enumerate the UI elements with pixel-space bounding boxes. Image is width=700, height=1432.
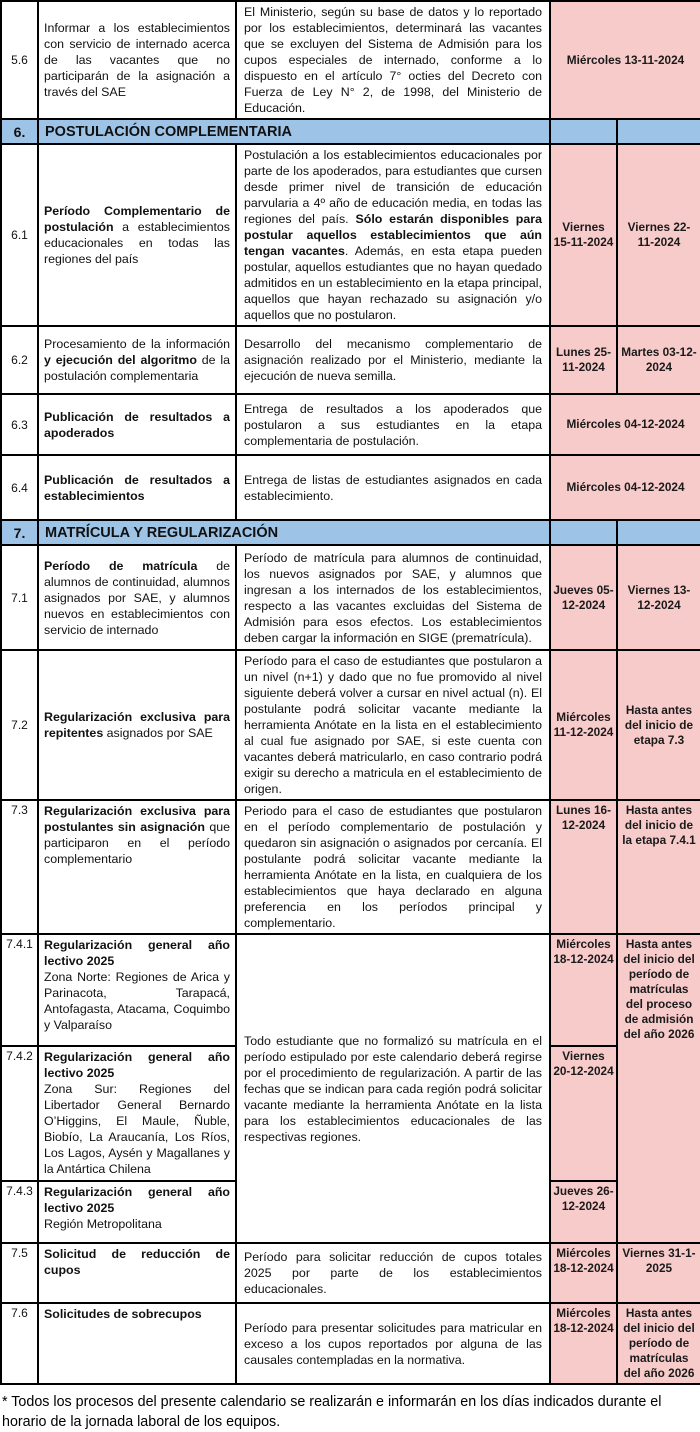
activity-cell [38, 1046, 236, 1181]
activity-cell [38, 394, 236, 455]
description-cell [236, 1243, 550, 1303]
section-header-row-6 [1, 119, 700, 144]
description-text: Entrega de listas de estudiantes asignados en cada establecimiento. [244, 472, 542, 503]
date-cell-merged [550, 394, 700, 455]
section-empty-cell [550, 520, 617, 545]
description-cell [236, 326, 550, 394]
date-text: Hasta antes del inicio del período de matrículas del proceso de admisión del año 2026 [623, 937, 695, 1041]
date-start-cell [550, 934, 617, 1046]
date-cell-merged [550, 1, 700, 119]
activity-text: Informar a los establecimientos con servicio de internado acerca de las vacantes que no participarán de la asignación a través del SAE [44, 21, 230, 99]
date-start-cell [550, 144, 617, 326]
description-text: Postulación a los establecimientos educacionales por parte de los apoderados, para estudiantes que cursen desde primer nivel de transición de educación parvularia a 4º año de educación media, en todas las regiones del país. [244, 148, 542, 226]
date-text: Miércoles 04-12-2024 [566, 417, 685, 431]
section-empty-cell [550, 119, 617, 144]
table-row-7-6 [1, 1303, 700, 1384]
table-row-7-2 [1, 650, 700, 800]
activity-text: a establecimientos educacionales en todas las regiones del país [44, 220, 230, 266]
activity-cell [38, 1, 236, 119]
date-start-cell [550, 1243, 617, 1303]
description-text: Todo estudiante que no formalizó su matrícula en el período estipulado por este calendario deberá regirse por el procedimiento de regularización. A partir de las fechas que se indican para cada región podrá solicitar vacante mediante la herramienta Anótate en la lista para los establecimientos educacionales de las respectivas regiones. [244, 1033, 542, 1144]
row-number: 7.4.2 [1, 1046, 38, 1181]
description-text: Periodo para el caso de estudiantes que postularon en el período complementario de postulación y quedaron sin asignación o asignados por cercanía. El postulante podrá solicitar vacante mediante la herramienta Anótate en la lista, en cualquiera de los establecimientos que haya declarado en alguna preferencia en los períodos principal y complementario. [244, 804, 542, 930]
activity-cell [38, 326, 236, 394]
date-end-cell [617, 545, 700, 650]
footnote: * Todos los procesos del presente calendario se realizarán e informarán en los días indicados durante el horario de la jornada laboral de los equipos. [2, 1394, 662, 1431]
row-number: 6.4 [1, 455, 38, 520]
description-text: Período para el caso de estudiantes que postularon a un nivel (n+1) y dado que no fue promovido al nivel siguiente deberá volver a cursar en nivel actual (n). El postulante podrá solicitar vacante mediante la herramienta Anótate en la lista en el establecimiento al cual fue asignado por SAE, si este cuenta con vacantes deberá matricularlo, en caso contrario podrá exigir su derecho a matricula en el establecimiento de origen. [244, 654, 542, 796]
table-row-7-4-1 [1, 934, 700, 1046]
description-cell [236, 545, 550, 650]
activity-text: Región Metropolitana [44, 1217, 162, 1231]
description-cell-merged [236, 934, 550, 1243]
section-empty-cell [617, 119, 700, 144]
date-text: Viernes 15-11-2024 [553, 220, 614, 249]
date-text: Martes 03-12-2024 [621, 345, 697, 374]
description-text: Entrega de resultados a los apoderados que postularon a sus estudiantes en la etapa complementaria de postulación. [244, 401, 542, 448]
section-number: 6. [1, 119, 38, 144]
date-start-cell [550, 1046, 617, 1181]
date-text: Jueves 05-12-2024 [553, 582, 614, 612]
row-number: 7.5 [1, 1243, 38, 1303]
date-end-cell [617, 144, 700, 326]
date-end-cell-merged [617, 934, 700, 1243]
activity-cell [38, 1303, 236, 1384]
date-text: Viernes 31-1-2025 [622, 1246, 696, 1275]
row-number: 7.1 [1, 545, 38, 650]
activity-cell [38, 144, 236, 326]
date-text: Hasta antes del inicio de la etapa 7.4.1 [622, 803, 696, 847]
section-title: POSTULACIÓN COMPLEMENTARIA [38, 119, 550, 144]
activity-text: Zona Norte: Regiones de Arica y Parinacota, Tarapacá, Antofagasta, Atacama, Coquimbo y Valparaíso [44, 970, 230, 1032]
activity-cell [38, 800, 236, 934]
description-cell [236, 455, 550, 520]
description-text: . Además, en esta etapa pueden postular, aquellos estudiantes que no hayan quedado admitidos en un establecimiento en la etapa principal, aquellos que hayan rechazado su asignación y/o aquellos que no postularon. [244, 244, 542, 322]
description-cell [236, 144, 550, 326]
description-cell [236, 1303, 550, 1384]
date-text: Viernes 20-12-2024 [553, 1049, 614, 1078]
activity-text: de alumnos de continuidad, alumnos asignados por SAE, y alumnos nuevos en establecimientos con servicio de internado [44, 558, 230, 637]
description-text: Desarrollo del mecanismo complementario de asignación realizado por el Ministerio, mediante la ejecución de nueva semilla. [244, 337, 542, 383]
date-start-cell [550, 1303, 617, 1384]
activity-text: de la postulación complementaria [44, 353, 230, 383]
table-row-6-2 [1, 326, 700, 394]
date-text: Lunes 16-12-2024 [555, 803, 612, 832]
table-row-7-1 [1, 545, 700, 650]
activity-text-bold: Solicitudes de sobrecupos [44, 1307, 202, 1321]
date-start-cell [550, 1181, 617, 1243]
date-text: Lunes 25-11-2024 [555, 345, 612, 374]
description-text: Período para solicitar reducción de cupos totales 2025 por parte de los establecimientos educacionales. [244, 1250, 542, 1296]
date-end-cell [617, 1303, 700, 1384]
activity-text-bold: Solicitud de reducción de cupos [44, 1247, 230, 1277]
date-text: Viernes 22-11-2024 [627, 220, 691, 249]
activity-text-bold: Publicación de resultados a apoderados [44, 409, 230, 440]
activity-text-bold: y ejecución del algoritmo [44, 353, 197, 367]
activity-text-bold: Período Complementario de postulación [44, 204, 230, 234]
activity-cell [38, 1181, 236, 1243]
section-title: MATRÍCULA Y REGULARIZACIÓN [38, 520, 550, 545]
description-cell [236, 1, 550, 119]
table-row-5-6 [1, 1, 700, 119]
activity-text-bold: Regularización general año lectivo 2025 [44, 938, 230, 968]
date-text: Miércoles 13-11-2024 [566, 52, 685, 67]
activity-cell [38, 650, 236, 800]
date-start-cell [550, 800, 617, 934]
activity-text-bold: Regularización general año lectivo 2025 [44, 1050, 230, 1080]
date-end-cell [617, 650, 700, 800]
description-cell [236, 800, 550, 934]
date-text: Jueves 26-12-2024 [553, 1184, 614, 1213]
table-row-6-1 [1, 144, 700, 326]
date-start-cell [550, 545, 617, 650]
activity-text-bold: Publicación de resultados a establecimientos [44, 472, 230, 503]
row-number: 7.4.1 [1, 934, 38, 1046]
date-cell-merged [550, 455, 700, 520]
description-text-bold: Sólo estarán disponibles para postular aquellos establecimientos que aún tengan vacantes [244, 212, 542, 258]
table-row-6-4 [1, 455, 700, 520]
date-end-cell [617, 326, 700, 394]
activity-text-bold: Regularización general año lectivo 2025 [44, 1185, 230, 1215]
section-empty-cell [617, 520, 700, 545]
row-number: 5.6 [1, 1, 38, 119]
date-text: Hasta antes del inicio del período de matrículas del año 2026 [623, 1306, 695, 1380]
date-end-cell [617, 800, 700, 934]
activity-text: que participaron en el período complementario [44, 820, 230, 866]
activity-cell [38, 1243, 236, 1303]
activity-text-bold: Regularización exclusiva para repitentes [44, 710, 230, 740]
date-text: Miércoles 18-12-2024 [553, 1306, 614, 1335]
activity-cell [38, 455, 236, 520]
row-number: 7.3 [1, 800, 38, 934]
date-end-cell [617, 1243, 700, 1303]
table-row-7-5 [1, 1243, 700, 1303]
description-text: Período de matrícula para alumnos de continuidad, los nuevos asignados por SAE, y alumnos que ingresan a los internados de los establecimientos, respecto a las vacantes excluidas del Sistema de Admisión para esos efectos. Los establecimientos deben cargar la información en SIGE (prematrícula). [244, 550, 542, 645]
row-number: 7.6 [1, 1303, 38, 1384]
description-cell [236, 394, 550, 455]
row-number: 7.4.3 [1, 1181, 38, 1243]
date-start-cell [550, 650, 617, 800]
section-header-row-7 [1, 520, 700, 545]
activity-cell [38, 545, 236, 650]
activity-cell [38, 934, 236, 1046]
date-text: Miércoles 11-12-2024 [553, 710, 614, 739]
date-text: Hasta antes del inicio de etapa 7.3 [624, 702, 694, 747]
date-text: Miércoles 18-12-2024 [553, 937, 614, 966]
activity-text-bold: Período de matrícula [44, 558, 198, 573]
description-text: Período para presentar solicitudes para matricular en exceso a los cupos reportados por alguna de las causales contempladas en la normativa. [244, 1320, 542, 1367]
description-cell [236, 650, 550, 800]
row-number: 6.2 [1, 326, 38, 394]
section-number: 7. [1, 520, 38, 545]
date-start-cell [550, 326, 617, 394]
date-text: Viernes 13-12-2024 [627, 582, 691, 612]
activity-text: asignados por SAE [103, 726, 213, 740]
table-row-6-3 [1, 394, 700, 455]
date-text: Miércoles 18-12-2024 [553, 1246, 614, 1275]
row-number: 7.2 [1, 650, 38, 800]
activity-text: Zona Sur: Regiones del Libertador General Bernardo O’Higgins, El Maule, Ñuble, Biobío, La Araucanía, Los Ríos, Los Lagos, Aysén y Magallanes y la Antártica Chilena [44, 1082, 230, 1176]
table-row-7-3 [1, 800, 700, 934]
activity-text: Procesamiento de la información [44, 337, 230, 351]
row-number: 6.3 [1, 394, 38, 455]
description-text: El Ministerio, según su base de datos y lo reportado por los establecimientos, determinará las vacantes que se excluyen del Sistema de Admisión para los cupos especiales de internado, conforme a lo dispuesto en el artículo 7° octies del Decreto con Fuerza de Ley N° 2, de 1998, del Ministerio de Educación. [244, 5, 542, 115]
activity-text-bold: Regularización exclusiva para postulantes sin asignación [44, 804, 230, 834]
row-number: 6.1 [1, 144, 38, 326]
date-text: Miércoles 04-12-2024 [566, 480, 685, 494]
